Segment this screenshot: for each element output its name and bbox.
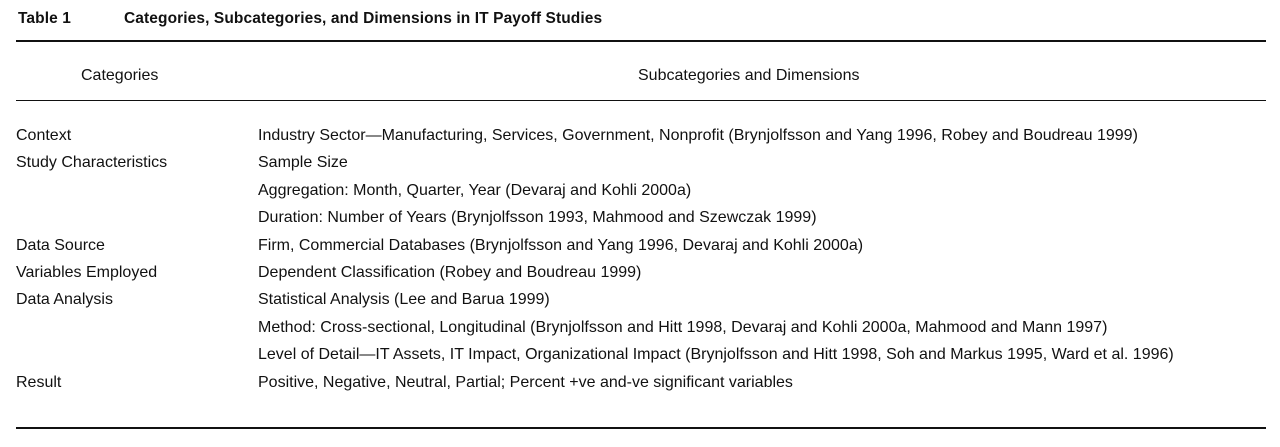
table-row <box>16 122 1266 149</box>
subcategory-item: Positive, Negative, Neutral, Partial; Percent +ve and-ve significant variables <box>258 373 793 391</box>
subcategory-item: Level of Detail—IT Assets, IT Impact, Organizational Impact (Brynjolfsson and Hitt 1998, Soh and Markus 1995, Ward et al. 1996) <box>258 346 1174 364</box>
column-header-subcategories: Subcategories and Dimensions <box>638 67 860 84</box>
subcategory-cell <box>258 232 1266 259</box>
category-cell: Data Analysis <box>16 291 113 309</box>
table-row <box>16 149 1266 231</box>
table-body <box>16 122 1266 396</box>
table-row <box>16 286 1266 368</box>
subcategory-item: Firm, Commercial Databases (Brynjolfsson and Yang 1996, Devaraj and Kohli 2000a) <box>258 236 864 254</box>
subcategory-item: Aggregation: Month, Quarter, Year (Devaraj and Kohli 2000a) <box>258 181 692 199</box>
subcategory-cell <box>258 259 1266 286</box>
subcategory-item: Dependent Classification (Robey and Boudreau 1999) <box>258 264 642 282</box>
subcategory-item: Sample Size <box>258 154 348 172</box>
bottom-rule <box>16 427 1266 429</box>
category-cell: Study Characteristics <box>16 154 168 172</box>
subcategory-cell <box>258 286 1266 368</box>
category-cell: Context <box>16 127 72 144</box>
subcategory-cell <box>258 369 1266 396</box>
top-rule <box>16 40 1266 42</box>
subcategory-item: Statistical Analysis (Lee and Barua 1999) <box>258 291 550 309</box>
category-cell: Result <box>16 373 62 391</box>
table-title: Categories, Subcategories, and Dimensions in IT Payoff Studies <box>124 10 603 27</box>
table-row <box>16 232 1266 259</box>
table-row <box>16 369 1266 396</box>
subcategory-item: Duration: Number of Years (Brynjolfsson 1993, Mahmood and Szewczak 1999) <box>258 209 817 227</box>
subcategory-item: Industry Sector—Manufacturing, Services, Government, Nonprofit (Brynjolfsson and Yang 1996, Robey and Boudreau 1999) <box>258 127 1138 144</box>
table-label: Table 1 <box>18 10 71 27</box>
subcategory-cell <box>258 149 1266 231</box>
table-caption <box>18 10 602 28</box>
category-cell: Variables Employed <box>16 264 158 282</box>
header-rule <box>16 100 1266 101</box>
subcategory-item: Method: Cross-sectional, Longitudinal (Brynjolfsson and Hitt 1998, Devaraj and Kohli 2000a, Mahmood and Mann 1997) <box>258 318 1108 336</box>
column-header-categories: Categories <box>81 67 159 84</box>
subcategory-cell <box>258 122 1266 149</box>
category-cell: Data Source <box>16 236 105 254</box>
table-row <box>16 259 1266 286</box>
